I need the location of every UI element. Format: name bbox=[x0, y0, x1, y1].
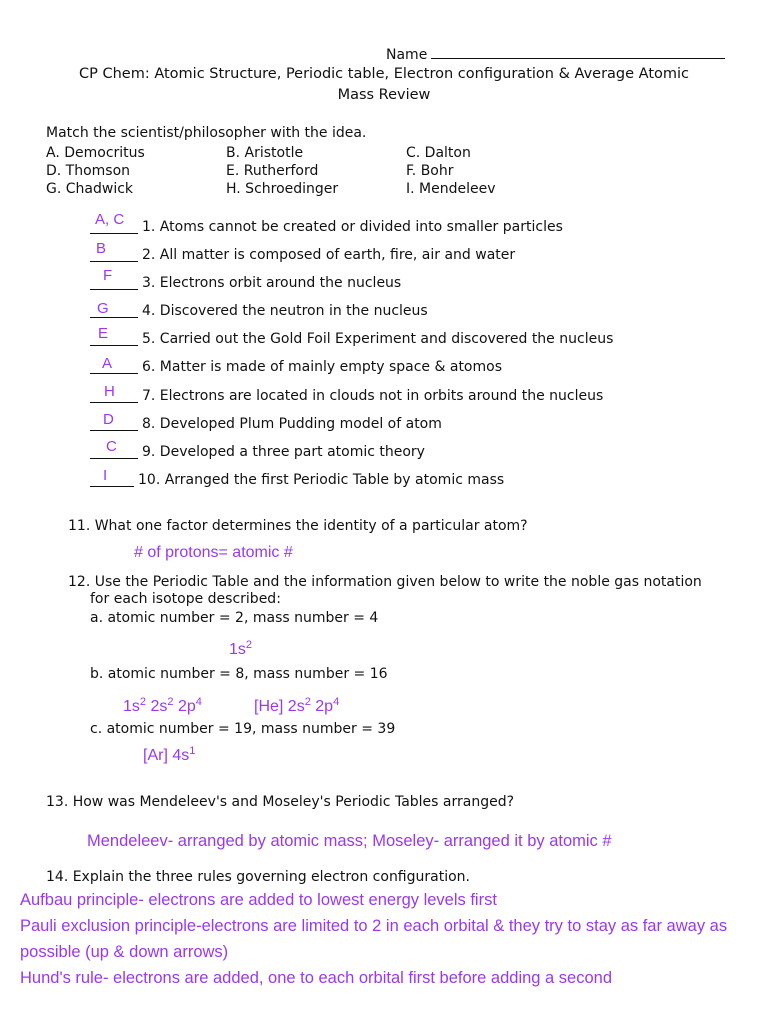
name-field[interactable] bbox=[386, 46, 725, 63]
answer-blank[interactable] bbox=[90, 373, 138, 374]
answer-14-aufbau[interactable]: Aufbau principle- electrons are added to lowest energy levels first bbox=[20, 891, 497, 909]
answer-blank[interactable] bbox=[90, 233, 138, 234]
question-12-line2: for each isotope described: bbox=[90, 591, 281, 607]
answer-12a[interactable]: $1s^2$ bbox=[229, 639, 253, 658]
match-answer[interactable]: E bbox=[98, 325, 109, 342]
answer-blank[interactable] bbox=[90, 289, 138, 290]
answer-14-hund[interactable]: Hund's rule- electrons are added, one to each orbital first before adding a second bbox=[20, 969, 613, 987]
scientist-option: H. Schroedinger bbox=[226, 181, 339, 197]
question-12c: c. atomic number = 19, mass number = 39 bbox=[90, 721, 396, 737]
answer-blank[interactable] bbox=[90, 402, 138, 403]
match-statement: 9. Developed a three part atomic theory bbox=[142, 444, 425, 460]
answer-blank[interactable] bbox=[90, 486, 134, 487]
question-14: 14. Explain the three rules governing electron configuration. bbox=[46, 869, 470, 885]
page-title-line2: Mass Review bbox=[337, 87, 431, 103]
question-12b: b. atomic number = 8, mass number = 16 bbox=[90, 666, 388, 682]
match-answer[interactable]: G bbox=[97, 300, 109, 317]
answer-blank[interactable] bbox=[90, 345, 138, 346]
question-12: 12. Use the Periodic Table and the information given below to write the noble gas notation bbox=[68, 574, 702, 590]
answer-blank[interactable] bbox=[90, 317, 138, 318]
match-answer[interactable]: D bbox=[103, 411, 114, 428]
answer-12c[interactable]: [Ar] $4s^1$ bbox=[143, 745, 196, 764]
match-statement: 8. Developed Plum Pudding model of atom bbox=[142, 416, 442, 432]
scientist-option: B. Aristotle bbox=[226, 145, 304, 161]
scientist-option: C. Dalton bbox=[406, 145, 471, 161]
match-statement: 7. Electrons are located in clouds not in orbits around the nucleus bbox=[142, 388, 604, 404]
question-11: 11. What one factor determines the identity of a particular atom? bbox=[68, 518, 528, 534]
question-12a: a. atomic number = 2, mass number = 4 bbox=[90, 610, 379, 626]
scientist-option: I. Mendeleev bbox=[406, 181, 496, 197]
match-answer[interactable]: I bbox=[103, 467, 108, 484]
name-label: Name bbox=[386, 47, 428, 63]
answer-14-pauli[interactable]: Pauli exclusion principle-electrons are limited to 2 in each orbital & they try to stay as far away as bbox=[20, 917, 728, 935]
scientist-option: F. Bohr bbox=[406, 163, 454, 179]
answer-13[interactable]: Mendeleev- arranged by atomic mass; Moseley- arranged it by atomic # bbox=[87, 832, 612, 850]
scientist-option: A. Democritus bbox=[46, 145, 145, 161]
question-13: 13. How was Mendeleev's and Moseley's Periodic Tables arranged? bbox=[46, 794, 515, 810]
answer-12b-noble[interactable]: [He] $2s^2$ $2p^4$ bbox=[254, 696, 340, 715]
answer-14-pauli-cont[interactable]: possible (up & down arrows) bbox=[20, 943, 229, 961]
scientist-option: G. Chadwick bbox=[46, 181, 134, 197]
match-statement: 4. Discovered the neutron in the nucleus bbox=[142, 303, 428, 319]
match-answer[interactable]: F bbox=[103, 267, 113, 284]
match-statement: 5. Carried out the Gold Foil Experiment and discovered the nucleus bbox=[142, 331, 614, 347]
match-statement: 6. Matter is made of mainly empty space & atomos bbox=[142, 359, 502, 375]
match-answer[interactable]: A, C bbox=[95, 211, 125, 228]
name-line[interactable] bbox=[431, 46, 725, 59]
match-answer[interactable]: C bbox=[106, 438, 117, 455]
answer-blank[interactable] bbox=[90, 458, 138, 459]
match-statement: 10. Arranged the first Periodic Table by atomic mass bbox=[138, 472, 505, 488]
answer-11[interactable]: # of protons= atomic # bbox=[134, 544, 293, 561]
answer-blank[interactable] bbox=[90, 430, 138, 431]
match-answer[interactable]: B bbox=[96, 240, 107, 257]
page-title: CP Chem: Atomic Structure, Periodic table, Electron configuration & Average Atomic bbox=[78, 66, 689, 82]
match-statement: 2. All matter is composed of earth, fire, air and water bbox=[142, 247, 516, 263]
match-answer[interactable]: A bbox=[102, 355, 113, 372]
scientist-option: D. Thomson bbox=[46, 163, 131, 179]
match-answer[interactable]: H bbox=[104, 383, 115, 400]
match-statement: 3. Electrons orbit around the nucleus bbox=[142, 275, 402, 291]
match-statement: 1. Atoms cannot be created or divided into smaller particles bbox=[142, 219, 563, 235]
answer-12b-full[interactable]: $1s^2$ $2s^2$ $2p^4$ bbox=[123, 696, 202, 715]
scientist-option: E. Rutherford bbox=[226, 163, 319, 179]
answer-blank[interactable] bbox=[90, 261, 138, 262]
matching-instructions: Match the scientist/philosopher with the idea. bbox=[46, 125, 367, 141]
